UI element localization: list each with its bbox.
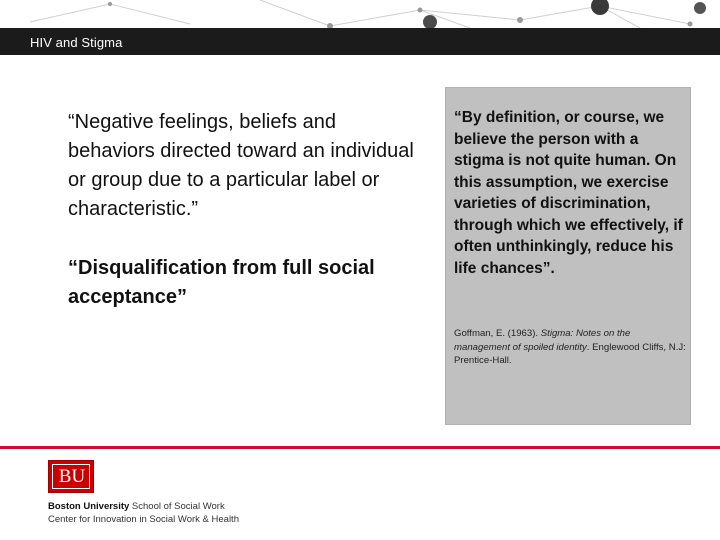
citation <box>454 327 686 368</box>
citation-title: Stigma: Notes on the management of spoiled identity <box>454 328 631 353</box>
goffman-quote-panel <box>445 87 691 425</box>
disqualification-quote: “Disqualification from full social acceptance” <box>68 257 375 308</box>
bu-logo-mark <box>48 460 94 493</box>
definition-quote: “Negative feelings, beliefs and behaviors directed toward an individual or group due to a particular label or characteristic.” <box>68 111 414 220</box>
citation-publisher: . Englewood Cliffs, N.J: Prentice-Hall. <box>454 341 686 366</box>
center-name: Center for Innovation in Social Work & Health <box>48 514 239 525</box>
left-column <box>68 108 428 308</box>
title-bar <box>0 28 720 55</box>
slide-title: HIV and Stigma <box>30 35 123 50</box>
network-decoration <box>0 0 720 28</box>
school-label: School of Social Work <box>129 501 225 512</box>
footer-divider <box>0 446 720 449</box>
goffman-quote: “By definition, or course, we believe the person with a stigma is not quite human. On this assumption, we exercise varieties of discrimination, through which we effectively, if often unthinkingly, reduce his life chances”. <box>454 109 683 277</box>
citation-author: Goffman, E. (1963). <box>454 328 541 339</box>
university-name: Boston University <box>48 501 130 512</box>
bu-logo-text: BU <box>58 466 86 487</box>
school-name <box>48 501 225 512</box>
